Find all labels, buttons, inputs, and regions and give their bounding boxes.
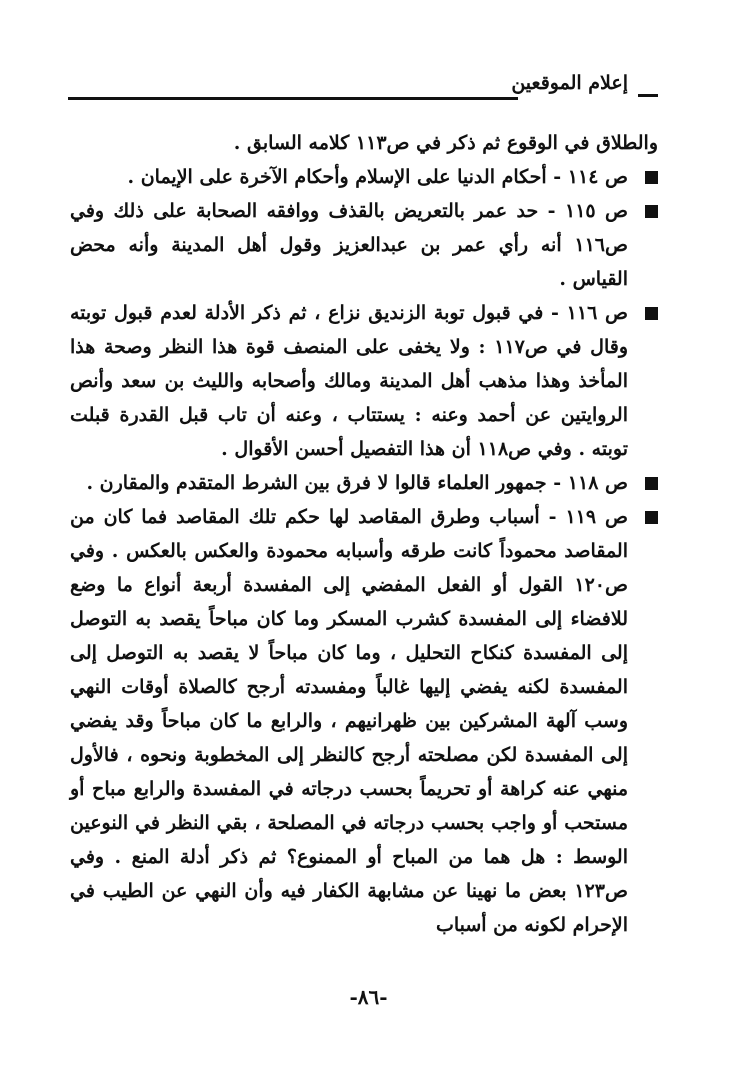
header-rule (68, 97, 518, 100)
entry-text: ص ١١٨ - جمهور العلماء قالوا لا فرق بين الشرط المتقدم والمقارن . (86, 472, 628, 494)
entry-page-118 (70, 466, 658, 500)
entry-text: ص ١١٥ - حد عمر بالتعريض بالقذف ووافقه الصحابة على ذلك وفي ص١١٦ أنه رأي عمر بن عبدالعزيز وقول أهل المدينة وأنه محض القياس . (70, 200, 629, 290)
square-bullet-icon (645, 511, 658, 524)
body-text (70, 126, 658, 942)
square-bullet-icon (645, 477, 658, 490)
square-bullet-icon (645, 307, 658, 320)
entry-text: ص ١١٩ - أسباب وطرق المقاصد لها حكم تلك المقاصد فما كان من المقاصد محموداً كانت طرقه وأسبابه محمودة والعكس بالعكس . وفي ص١٢٠ القول أو الفعل المفضي إلى المفسدة أربعة أنواع ما وضع للافضاء إلى المفسدة كشرب المسكر وما كان مباحاً يقصد به التوصل إلى المفسدة كنكاح التحليل ، وما كان مباحاً لا يقصد به التوصل إلى المفسدة لكنه يفضي إليها غالباً ومفسدته أرجح كالصلاة أوقات النهي وسب آلهة المشركين بين ظهرانيهم ، والرابع ما كان مباحاً وقد يفضي إلى المفسدة لكن مصلحته أرجح كالنظر إلى المخطوبة ونحوه ، فالأول منهي عنه كراهة أو تحريماً بحسب درجاته في المفسدة والرابع مباح أو مستحب أو واجب بحسب درجاته في المصلحة ، بقي النظر في النوعين الوسط : هل هما من المباح أو الممنوع؟ ثم ذكر أدلة المنع . وفي ص١٢٣ بعض ما نهينا عن مشابهة الكفار فيه وأن النهي عن الطيب في الإحرام لكونه من أسباب (70, 506, 628, 936)
entry-page-114 (70, 160, 658, 194)
entry-text: ص ١١٤ - أحكام الدنيا على الإسلام وأحكام الآخرة على الإيمان . (127, 166, 628, 188)
running-header (68, 70, 658, 110)
lead-paragraph: والطلاق في الوقوع ثم ذكر في ص١١٣ كلامه السابق . (233, 132, 658, 154)
page-number: -٨٦- (349, 985, 388, 1009)
entry-text: ص ١١٦ - في قبول توبة الزنديق نزاع ، ثم ذكر الأدلة لعدم قبول توبته وقال في ص١١٧ : ولا يخفى على المنصف قوة هذا النظر وصحة هذا المأخذ وهذا مذهب أهل المدينة ومالك وأصحابه والليث بن سعد وأنص الروايتين عن أحمد وعنه : يستتاب ، وعنه أن تاب قبل القدرة قبلت توبته . وفي ص١١٨ أن هذا التفصيل أحسن الأقوال . (70, 302, 628, 460)
entry-page-115 (70, 194, 658, 296)
square-bullet-icon (645, 171, 658, 184)
square-bullet-icon (645, 205, 658, 218)
book-title: إعلام الموقعين (511, 72, 628, 94)
entry-page-116 (70, 296, 658, 466)
entry-page-119 (70, 500, 658, 942)
header-dash (638, 94, 658, 97)
